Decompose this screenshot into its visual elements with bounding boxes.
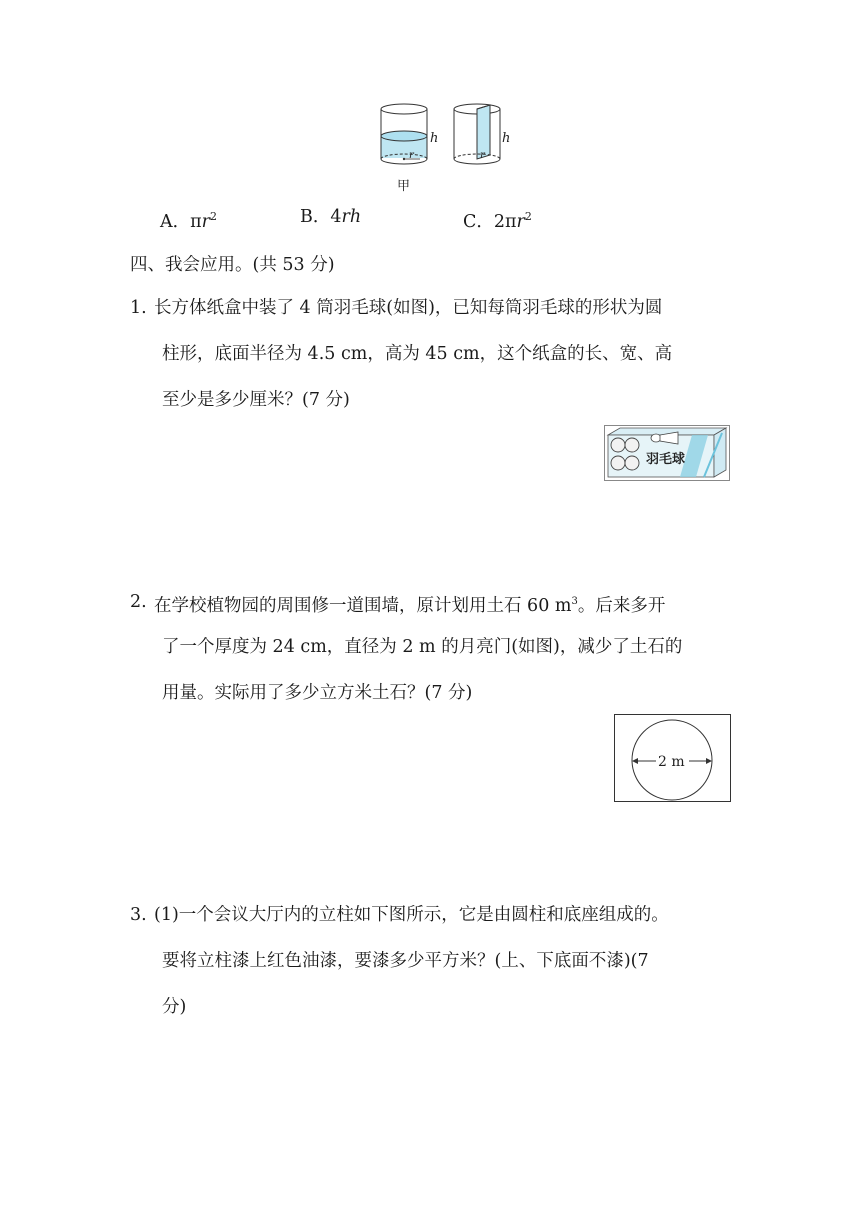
option-b-var: rh <box>341 207 362 227</box>
cyl1-h-label: h <box>430 131 439 146</box>
q3-number: 3. <box>130 905 147 925</box>
q2-number: 2. <box>130 592 147 612</box>
option-c-var: r <box>516 212 525 232</box>
q1-line3: 至少是多少厘米？(7 分) <box>162 390 350 410</box>
section-heading: 四、我会应用。(共 53 分) <box>130 255 335 275</box>
option-c-sup: 2 <box>524 210 532 223</box>
diameter-label: 2 m <box>658 754 685 770</box>
option-a-pre: π <box>190 212 202 232</box>
box-label: 羽毛球 <box>646 452 686 467</box>
cyl2-h-label: h <box>502 131 511 146</box>
cylinder-jia <box>381 104 427 164</box>
q1-line1: 长方体纸盒中装了 4 筒羽毛球(如图)，已知每筒羽毛球的形状为圆 <box>154 298 663 318</box>
option-b-pre: 4 <box>330 207 342 227</box>
cyl2-r-label: r <box>480 150 485 161</box>
option-a-letter: A． <box>160 212 191 232</box>
q2-line1-post: 。后来多开 <box>577 596 666 616</box>
q3-line3: 分) <box>162 997 187 1017</box>
q1-line2: 柱形，底面半径为 4.5 cm，高为 45 cm，这个纸盒的长、宽、高 <box>162 344 673 364</box>
q2-line2: 了一个厚度为 24 cm，直径为 2 m 的月亮门(如图)，减少了土石的 <box>162 637 683 657</box>
figure-label-jia: 甲 <box>397 179 411 194</box>
q2-line1-pre: 在学校植物园的周围修一道围墙，原计划用土石 60 m <box>154 596 572 616</box>
moon-gate-figure <box>614 714 731 802</box>
option-a <box>160 205 217 234</box>
q2-line1 <box>154 590 665 618</box>
option-a-var: r <box>201 212 211 232</box>
option-c-pre: 2π <box>493 212 517 232</box>
q3-line2: 要将立柱漆上红色油漆，要漆多少平方米？(上、下底面不漆)(7 <box>162 951 649 971</box>
option-b <box>300 205 361 229</box>
cylinder-figures <box>372 96 522 196</box>
option-b-letter: B． <box>300 207 331 227</box>
option-c-letter: C． <box>463 212 494 232</box>
shuttlecock-box-figure <box>604 425 730 481</box>
q3-line1: (1)一个会议大厅内的立柱如下图所示，它是由圆柱和底座组成的。 <box>154 905 669 925</box>
q2-line1-sup: 3 <box>571 596 578 607</box>
cyl1-r-label: r <box>409 150 414 161</box>
q1-number: 1. <box>130 298 147 318</box>
cylinder-diagrams-svg <box>372 96 522 196</box>
cylinder-cut <box>454 104 500 164</box>
q2-line3: 用量。实际用了多少立方米土石？(7 分) <box>162 683 473 703</box>
option-a-sup: 2 <box>210 210 218 223</box>
option-c <box>463 205 532 234</box>
